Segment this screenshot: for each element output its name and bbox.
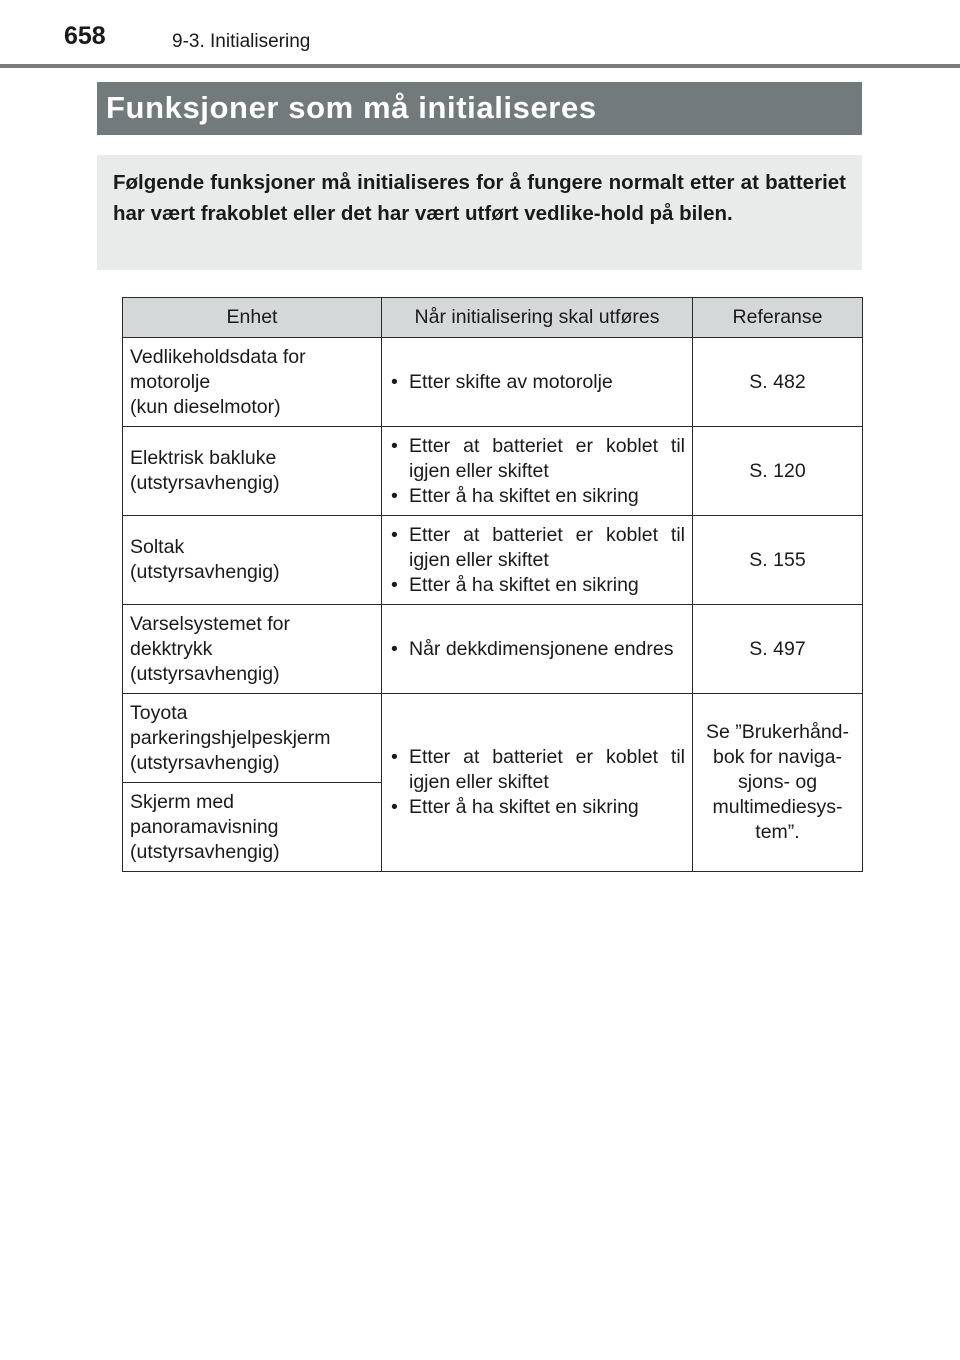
unit-line: (utstyrsavhengig) bbox=[130, 840, 280, 863]
table-row bbox=[123, 605, 863, 694]
unit-line: (kun dieselmotor) bbox=[130, 395, 281, 418]
unit-line: Varselsystemet for bbox=[130, 612, 291, 635]
page-header bbox=[0, 0, 960, 70]
unit-line: parkeringshjelpeskjerm bbox=[130, 726, 331, 749]
list-item: • Etter at batteriet er koblet til igjen eller skiftet bbox=[389, 434, 685, 484]
unit-line: panoramavisning bbox=[130, 815, 279, 838]
unit-line: (utstyrsavhengig) bbox=[130, 662, 280, 685]
condition-cell bbox=[382, 427, 693, 516]
table-row bbox=[123, 516, 863, 605]
list-item: • Etter at batteriet er koblet til igjen eller skiftet bbox=[389, 523, 685, 573]
table-row bbox=[123, 338, 863, 427]
unit-line: Elektrisk bakluke bbox=[130, 447, 277, 469]
column-header-reference: Referanse bbox=[693, 298, 863, 338]
list-item: • Etter at batteriet er koblet til igjen eller skiftet bbox=[389, 745, 685, 795]
table-row bbox=[123, 694, 863, 783]
reference-cell: S. 497 bbox=[693, 605, 863, 694]
intro-box: Følgende funksjoner må initialiseres for å fungere normalt etter at batteriet har vært frakoblet eller det har vært utført vedlike-hold på bilen. bbox=[97, 155, 862, 270]
table-row bbox=[123, 427, 863, 516]
unit-line: Skjerm med bbox=[130, 790, 235, 813]
column-header-unit: Enhet bbox=[123, 298, 382, 338]
unit-cell bbox=[123, 338, 382, 427]
unit-line: Toyota bbox=[130, 701, 188, 724]
unit-line: (utstyrsavhengig) bbox=[130, 561, 280, 583]
unit-line: (utstyrsavhengig) bbox=[130, 751, 280, 774]
heading-band: Funksjoner som må initialiseres bbox=[97, 82, 862, 135]
unit-cell bbox=[123, 605, 382, 694]
unit-line: dekktrykk bbox=[130, 637, 213, 660]
list-item: • Etter skifte av motorolje bbox=[389, 370, 685, 395]
unit-cell bbox=[123, 427, 382, 516]
condition-cell bbox=[382, 605, 693, 694]
unit-line: (utstyrsavhengig) bbox=[130, 472, 280, 494]
unit-line: Vedlikeholdsdata for bbox=[130, 345, 306, 368]
reference-cell: Se ”Brukerhånd-bok for naviga-sjons- og multimediesys-tem”. bbox=[693, 694, 863, 872]
unit-cell bbox=[123, 516, 382, 605]
page-number: 658 bbox=[64, 22, 106, 50]
condition-cell bbox=[382, 516, 693, 605]
section-title: 9-3. Initialisering bbox=[172, 31, 311, 52]
reference-cell: S. 155 bbox=[693, 516, 863, 605]
header-rule bbox=[0, 64, 960, 68]
unit-cell bbox=[123, 694, 382, 783]
table-header-row bbox=[123, 298, 863, 338]
unit-line: Soltak bbox=[130, 536, 185, 558]
list-item: • Etter å ha skiftet en sikring bbox=[389, 795, 685, 820]
reference-cell: S. 482 bbox=[693, 338, 863, 427]
initialization-table bbox=[122, 297, 863, 872]
list-item: • Etter å ha skiftet en sikring bbox=[389, 573, 685, 598]
condition-cell bbox=[382, 338, 693, 427]
unit-line: motorolje bbox=[130, 370, 211, 393]
reference-cell: S. 120 bbox=[693, 427, 863, 516]
list-item: • Når dekkdimensjonene endres bbox=[389, 637, 685, 662]
condition-cell bbox=[382, 694, 693, 872]
list-item: • Etter å ha skiftet en sikring bbox=[389, 484, 685, 509]
unit-cell bbox=[123, 783, 382, 872]
column-header-when: Når initialisering skal utføres bbox=[382, 298, 693, 338]
